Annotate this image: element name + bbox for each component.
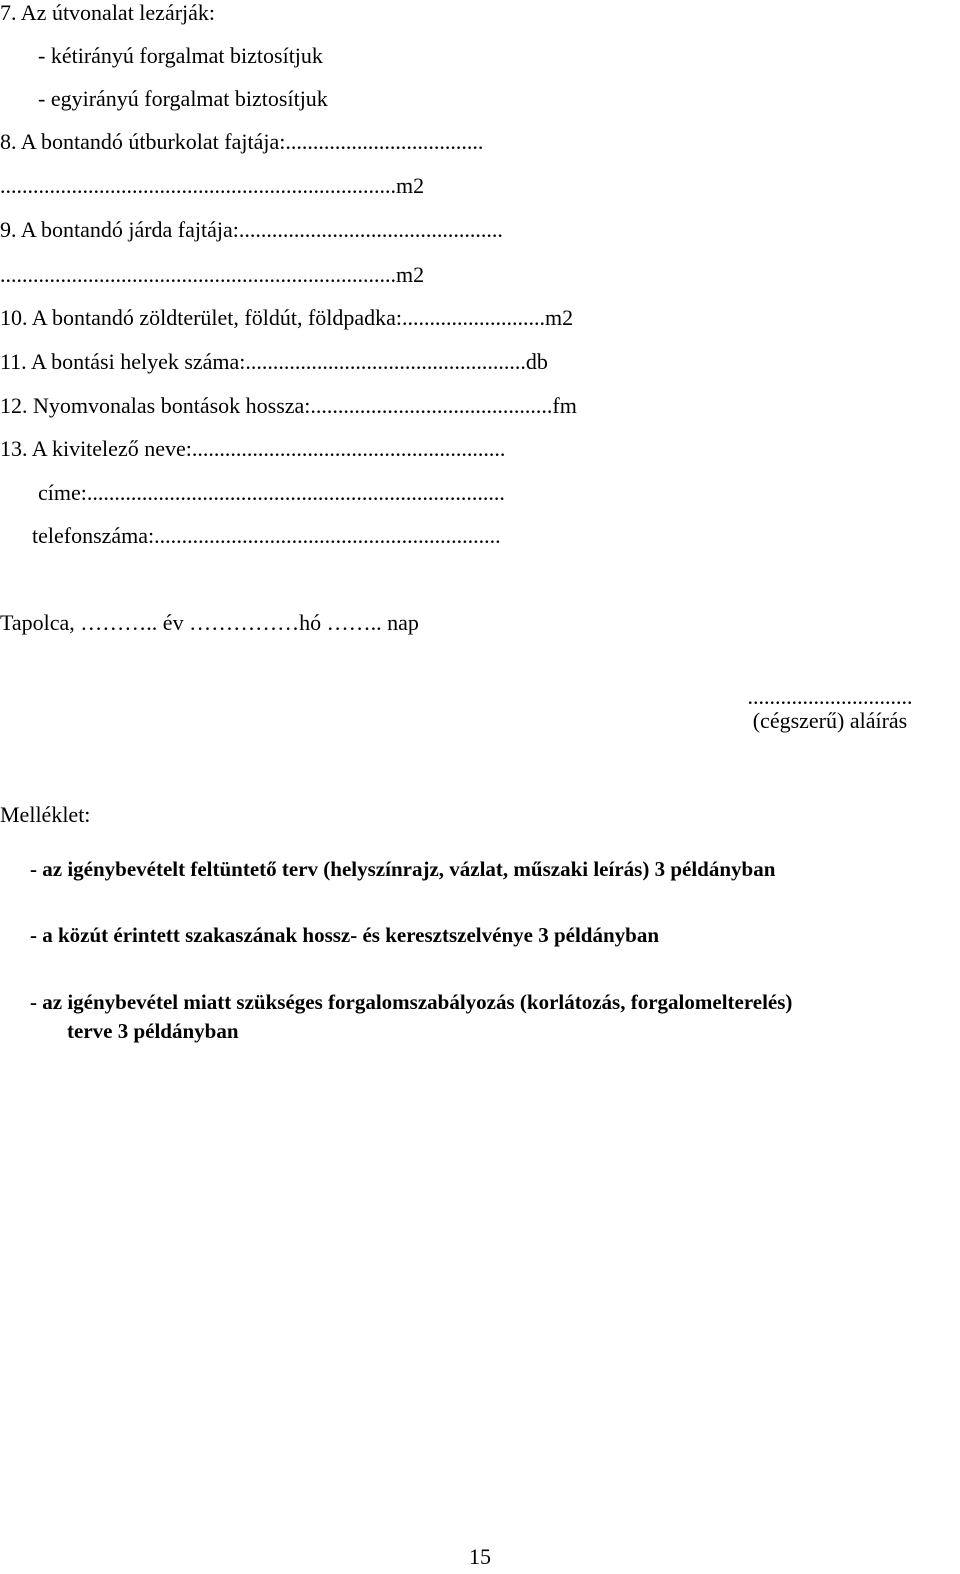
item-13-phone: telefonszáma:............................................................... xyxy=(32,523,501,548)
attachment-item-sections: - a közút érintett szakaszának hossz- és keresztszelvénye 3 példányban xyxy=(30,923,659,947)
attachment-item-traffic-control: - az igénybevétel miatt szükséges forgalomszabályozás (korlátozás, forgalomelterelés) xyxy=(30,990,793,1014)
item-7-option-two-way: - kétirányú forgalmat biztosítjuk xyxy=(38,43,323,68)
item-9-continuation: ........................................................................m2 xyxy=(0,262,425,287)
item-8: 8. A bontandó útburkolat fajtája:.................................... xyxy=(0,129,484,154)
attachments-title: Melléklet: xyxy=(0,802,91,827)
signature-dots: .............................. xyxy=(747,684,913,709)
date-line: Tapolca, ……….. év ……………hó …….. nap xyxy=(0,610,419,635)
item-7-option-one-way: - egyirányú forgalmat biztosítjuk xyxy=(38,86,328,111)
item-13: 13. A kivitelező neve:......................................................... xyxy=(0,436,506,461)
item-12: 12. Nyomvonalas bontások hossza:............................................fm xyxy=(0,393,577,418)
signature-label: (cégszerű) aláírás xyxy=(752,708,908,733)
attachment-item-traffic-control-cont: terve 3 példányban xyxy=(67,1019,239,1043)
item-9: 9. A bontandó járda fajtája:................................................ xyxy=(0,217,503,242)
item-8-continuation: ........................................................................m2 xyxy=(0,173,425,198)
item-13-address: címe:............................................................................ xyxy=(38,480,505,505)
item-10: 10. A bontandó zöldterület, földút, földpadka:..........................m2 xyxy=(0,305,574,330)
item-11: 11. A bontási helyek száma:...................................................db xyxy=(0,349,548,374)
page-number: 15 xyxy=(469,1544,491,1569)
attachment-item-plan: - az igénybevételt feltüntető terv (helyszínrajz, vázlat, műszaki leírás) 3 példányban xyxy=(30,857,776,881)
item-7: 7. Az útvonalat lezárják: xyxy=(0,0,216,25)
